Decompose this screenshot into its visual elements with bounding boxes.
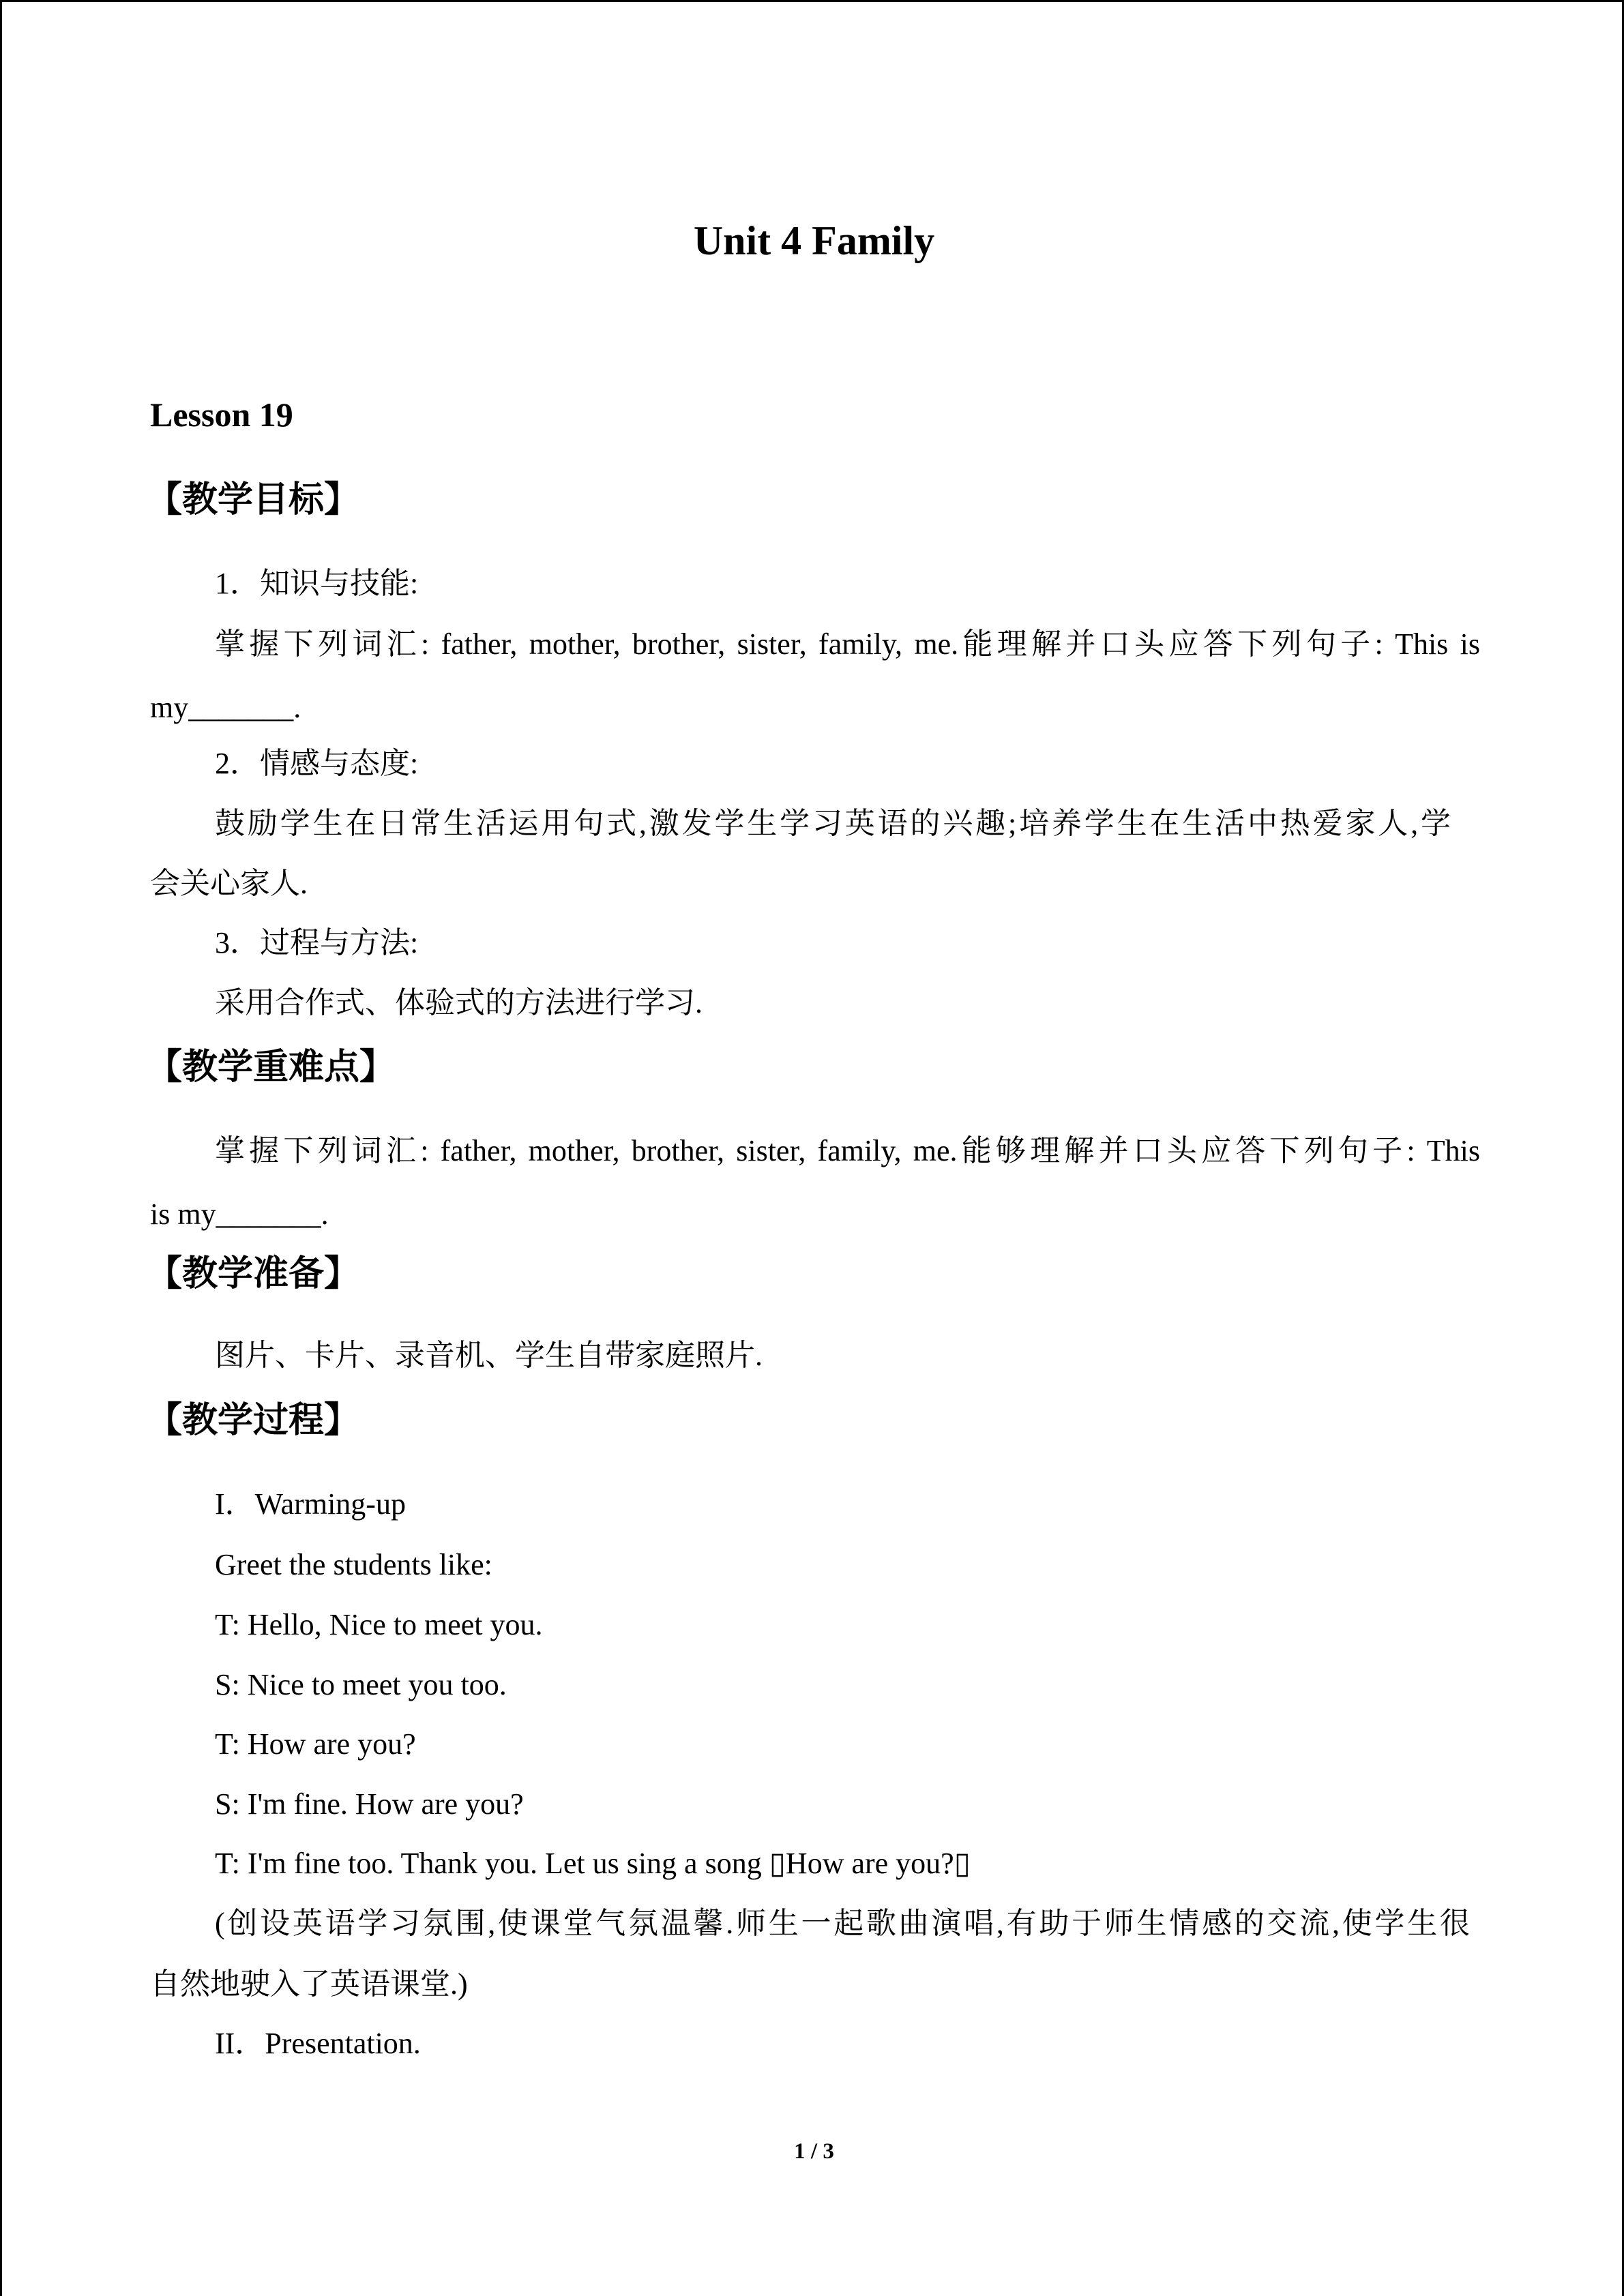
dialogue-line: T: How are you?: [215, 1727, 416, 1761]
section-heading-process: 【教学过程】: [147, 1400, 360, 1441]
objective-3-title: 3．过程与方法:: [215, 926, 419, 959]
objective-1-title: 1．知识与技能:: [215, 567, 419, 600]
objective-2-text-cont: 会关心家人.: [150, 867, 308, 900]
key-points-text-cont: is my_______.: [150, 1197, 329, 1231]
objective-3-text: 采用合作式、体验式的方法进行学习.: [215, 986, 703, 1019]
section-heading-preparation: 【教学准备】: [147, 1253, 360, 1294]
dialogue-line: S: I'm fine. How are you?: [215, 1787, 524, 1821]
key-points-text: 掌握下列词汇: father, mother, brother, sister, family, me.能够理解并口头应答下列句子: This: [215, 1134, 1480, 1167]
process-greet: Greet the students like:: [215, 1548, 492, 1581]
process-presentation-title: II．Presentation.: [215, 2027, 421, 2060]
objective-1-text-cont: my_______.: [150, 691, 301, 724]
objective-2-text: 鼓励学生在日常生活运用句式,激发学生学习英语的兴趣;培养学生在生活中热爱家人,学: [215, 807, 1451, 840]
objective-1-text: 掌握下列词汇: father, mother, brother, sister, family, me.能理解并口头应答下列句子: This is: [215, 627, 1480, 661]
section-heading-key-points: 【教学重难点】: [147, 1047, 396, 1088]
document-title: Unit 4 Family: [693, 218, 935, 263]
process-note: (创设英语学习氛围,使课堂气氛温馨.师生一起歌曲演唱,有助于师生情感的交流,使学生很: [215, 1907, 1470, 1940]
dialogue-line: T: Hello, Nice to meet you.: [215, 1608, 543, 1641]
page-number: 1 / 3: [794, 2139, 834, 2164]
lesson-heading: Lesson 19: [150, 396, 293, 434]
process-note-cont: 自然地驶入了英语课堂.): [150, 1967, 468, 2001]
preparation-text: 图片、卡片、录音机、学生自带家庭照片.: [215, 1339, 763, 1372]
objective-2-title: 2．情感与态度:: [215, 747, 419, 780]
section-heading-objectives: 【教学目标】: [147, 479, 360, 520]
dialogue-line: S: Nice to meet you too.: [215, 1668, 507, 1701]
dialogue-line: T: I'm fine too. Thank you. Let us sing a song ▯How are you?▯: [215, 1847, 971, 1880]
process-warmup-title: I．Warming-up: [215, 1487, 406, 1521]
